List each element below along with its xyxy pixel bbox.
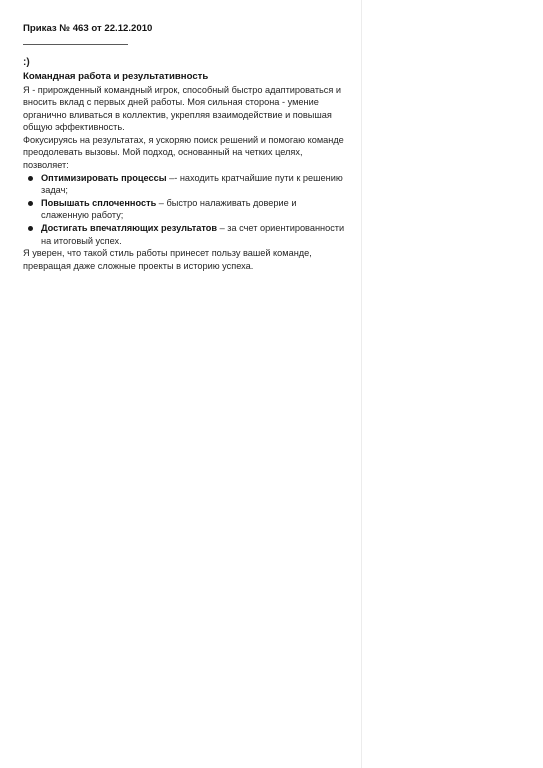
benefits-list [23,172,345,248]
closing-paragraph: Я уверен, что такой стиль работы принесет пользу вашей команде, превращая даже сложные проекты в историю успеха. [23,248,312,271]
list-item-text: – быстро налаживать доверие и слаженную работу; [41,197,297,221]
focus-paragraph: Фокусируясь на результатах, я ускоряю поиск решений и помогаю команде преодолевать вызовы. Мой подход, основанный на четких целях, позволяет: [23,134,344,171]
list-item-text: –- находить кратчайшие пути к решению задач; [41,172,343,196]
intro-paragraph: Я - прирожденный командный игрок, способный быстро адаптироваться и вносить вклад с первых дней работы. Моя сильная сторона - умение органично вливаться в коллектив, укрепляя взаимодействие и повышая общую эффективность. [23,84,342,133]
list-item-bold: Достигать впечатляющих результатов [41,223,218,234]
right-margin-divider [361,0,362,768]
document-title: Приказ № 463 от 22.12.2010 [23,23,153,34]
list-item [23,197,345,222]
list-item [23,222,345,247]
bullet-icon [28,201,33,206]
list-item-bold: Оптимизировать процессы [41,172,167,183]
section-heading: Командная работа и результативность [23,71,209,82]
bullet-icon [28,226,33,231]
document-body [23,22,345,272]
smiley-text: :) [23,57,30,68]
list-item [23,172,345,197]
list-item-bold: Повышать сплоченность [41,197,157,208]
list-item-text: – за счет ориентированности на итоговый успех. [41,223,345,246]
signature-line [23,44,128,45]
bullet-icon [28,176,33,181]
